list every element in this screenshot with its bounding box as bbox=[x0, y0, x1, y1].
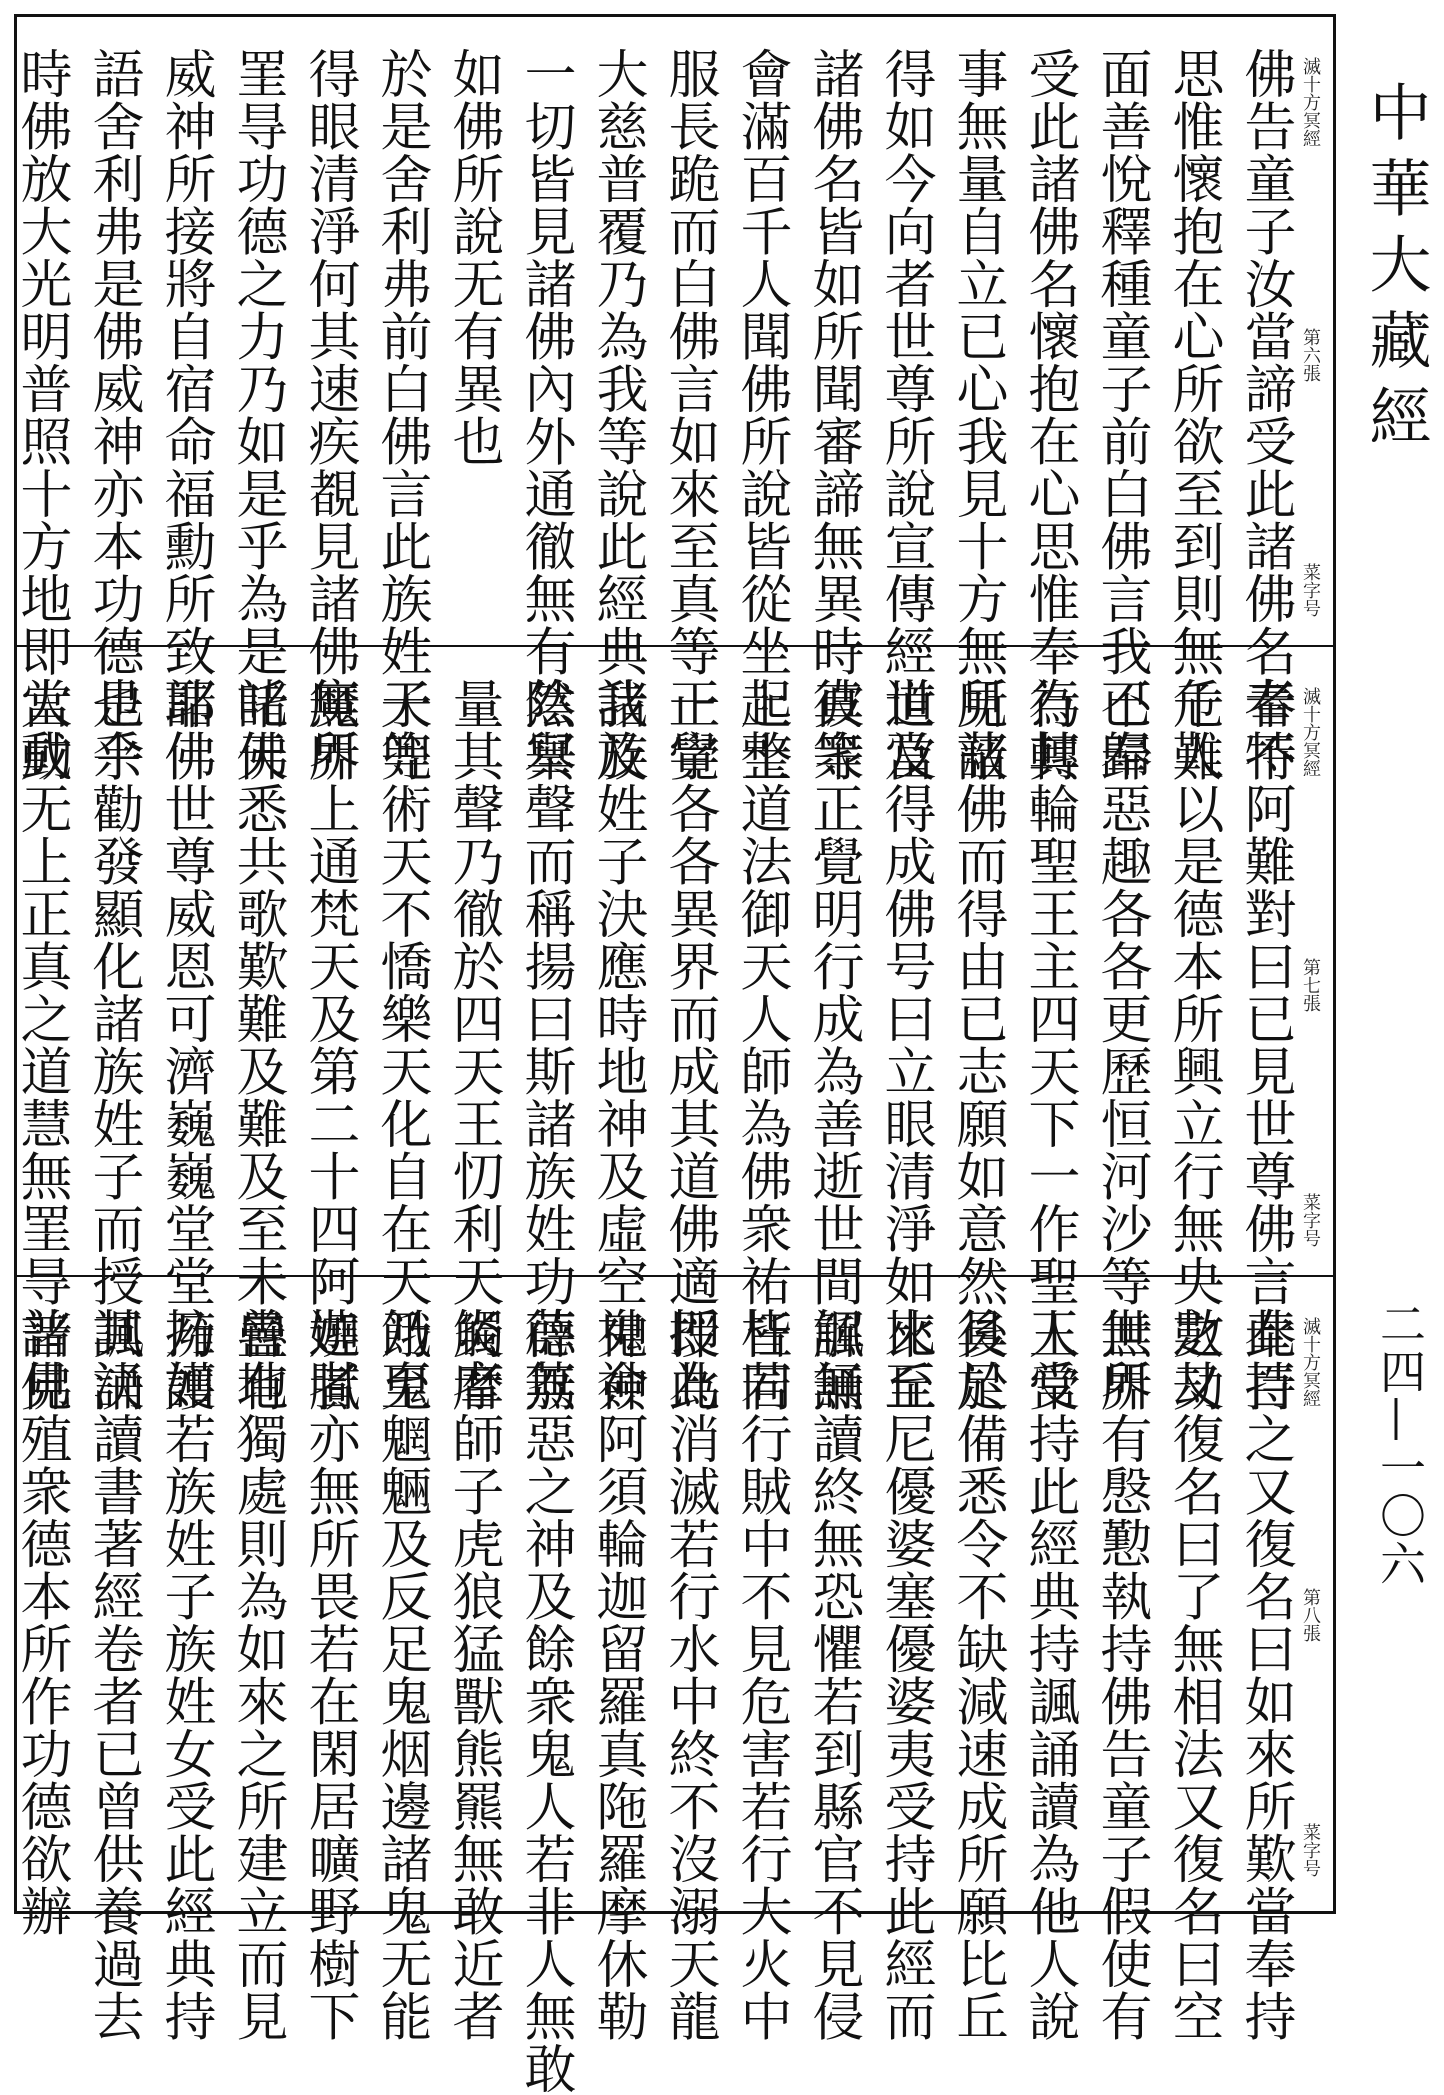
text-column: 於是舍利弗前白佛言此族姓子等 bbox=[371, 47, 431, 782]
text-column: 即為消滅若行水中終不沒溺天龍 bbox=[659, 1307, 719, 2042]
text-column: 一切皆見諸佛內外通徹無有陰冥 bbox=[515, 47, 575, 782]
page-number: 二四—一〇六 bbox=[1373, 1300, 1427, 1588]
text-column: 諸佛殖衆德本所作功德欲辦 bbox=[11, 1307, 71, 1937]
text-column: 奉持之又復名曰如來所歎當奉持 bbox=[1235, 1307, 1295, 2042]
text-column: 觸者師子虎狼猛獸熊羆無敢近者 bbox=[443, 1307, 503, 2042]
text-column: 比丘尼優婆塞優婆夷受持此經而 bbox=[875, 1307, 935, 2042]
margin-sutra-title: 滅十方冥經 bbox=[1300, 687, 1321, 777]
text-column: 時佛放大光明普照十方地即大動 bbox=[11, 47, 71, 782]
text-column: 鬼神阿須輪迦留羅真陁羅摩休勒 bbox=[587, 1307, 647, 2042]
text-column: 語舍利弗是佛威神亦本功德也佘 bbox=[83, 47, 143, 782]
text-column: 會滿百千人聞佛所說皆從坐起整 bbox=[731, 47, 791, 782]
text-column: 當成无上正真之道慧無罣㝵普見 bbox=[11, 677, 71, 1412]
text-column: 事無量自立已心我見十方無所蔽 bbox=[947, 47, 1007, 782]
text-panel-3 bbox=[11, 1277, 1333, 2095]
text-column: 威神所接將自宿命福勳所致耶佛 bbox=[155, 47, 215, 782]
text-column: 是乎勸發顯化諸族姓子而授其決 bbox=[83, 677, 143, 1412]
text-column: 思惟懷抱在心所欲至到則無危難 bbox=[1163, 47, 1223, 782]
text-column: 蠱地獨處則為如來之所建立而見 bbox=[227, 1307, 287, 2042]
text-column: 餓鬼魍魎及反足鬼烟邊諸鬼无能 bbox=[371, 1307, 431, 2042]
text-column: 罣㝵功德之力乃如是乎為是諸佛 bbox=[227, 47, 287, 782]
text-column: 一字各各異界而成其道佛適授此 bbox=[659, 677, 719, 1412]
text-column: 見諸佛而得由已志願如意然後於 bbox=[947, 677, 1007, 1412]
text-column: 擁護若族姓子族姓女受此經典持 bbox=[155, 1307, 215, 2042]
text-column: 人受持此經典持諷誦讀為他人說 bbox=[1019, 1307, 1079, 2042]
text-column: 諷誦讀終無恐懼若到縣官不見侵 bbox=[803, 1307, 863, 2042]
text-column: 者不阿難對曰已見世尊佛言此百 bbox=[1235, 677, 1295, 1412]
text-column: 薜荔惡之神及餘衆鬼人若非人無敢 bbox=[515, 1307, 575, 2095]
text-column: 得如今向者世尊所說宣傳經道及 bbox=[875, 47, 935, 782]
text-column: 世當得成佛号曰立眼清淨如來至 bbox=[875, 677, 935, 1412]
text-column: 服長跪而白佛言如來至真等正覺 bbox=[659, 47, 719, 782]
text-column: 枉若行賊中不見危害若行大火中 bbox=[731, 1307, 791, 2042]
text-column: 為轉輪聖王主四天下一作聖王常 bbox=[1019, 677, 1079, 1412]
text-column: 不歸惡趣各各更歷恒河沙等世界 bbox=[1091, 677, 1151, 1412]
text-column: 大慈普覆乃為我等說此經典我及 bbox=[587, 47, 647, 782]
text-column: 吒天悉共歌歎難及難及至未曾有 bbox=[227, 677, 287, 1412]
margin-volume-mark: 菜字号 bbox=[1300, 563, 1321, 617]
margin-volume-mark: 菜字号 bbox=[1300, 1823, 1321, 1877]
margin-sutra-title: 滅十方冥經 bbox=[1300, 1317, 1321, 1407]
margin-sheet-number: 第八張 bbox=[1300, 1588, 1321, 1642]
text-column: 諸佛世尊威恩可濟巍巍堂堂乃如 bbox=[155, 677, 215, 1412]
text-column: 佛告童子汝當諦受此諸佛名奉特 bbox=[1235, 47, 1295, 782]
text-column: 真等正覺明行成為善逝世間解無 bbox=[803, 677, 863, 1412]
page-frame bbox=[11, 14, 1336, 2095]
collection-title: 中華大藏經 bbox=[1359, 80, 1432, 460]
text-columns bbox=[11, 47, 1301, 782]
text-column: 量其聲乃徹於四天王忉利天炎摩 bbox=[443, 677, 503, 1412]
text-panel-2 bbox=[11, 647, 1333, 1412]
text-column: 如佛所說无有異也 bbox=[443, 47, 503, 467]
margin-volume-mark: 菜字号 bbox=[1300, 1193, 1321, 1247]
text-column: 諷誦讀書著經卷者已曾供養過去 bbox=[83, 1307, 143, 2042]
text-column: 面善悅釋種童子前白佛言我已奉 bbox=[1091, 47, 1151, 782]
text-panel-1 bbox=[11, 17, 1333, 782]
margin-sutra-title: 滅十方冥經 bbox=[1300, 57, 1321, 147]
text-column: 千人以是德本所興立行無央數劫 bbox=[1163, 677, 1223, 1412]
text-column: 諸佛名皆如所聞審諦無異時彼衆 bbox=[803, 47, 863, 782]
text-column: 受此諸佛名懷抱在心思惟奉行其 bbox=[1019, 47, 1079, 782]
text-column: 得眼清淨何其速疾覩見諸佛無所 bbox=[299, 47, 359, 782]
margin-sheet-number: 第六張 bbox=[1300, 328, 1321, 382]
text-column: 然舉聲而稱揚曰斯諸族姓功德無 bbox=[515, 677, 575, 1412]
margin-sheet-number: 第七張 bbox=[1300, 958, 1321, 1012]
text-column: 諸族姓子決應時地神及虛空神僉 bbox=[587, 677, 647, 1412]
text-column: 上士道法御天人師為佛衆祐皆同 bbox=[731, 677, 791, 1412]
text-column: 之又復名曰了無相法又復名曰空 bbox=[1163, 1307, 1223, 2042]
text-column: 魔界上通梵天及第二十四阿迦膩 bbox=[299, 677, 359, 1412]
text-column: 嬈者亦無所畏若在閑居曠野樹下 bbox=[299, 1307, 359, 2042]
text-columns bbox=[11, 677, 1301, 1412]
text-column: 無所有慇懃執持佛告童子假使有 bbox=[1091, 1307, 1151, 2042]
text-column: 具足備悉令不缺減速成所願比丘 bbox=[947, 1307, 1007, 2042]
text-column: 天兜術天不憍樂天化自在天乃至 bbox=[371, 677, 431, 1412]
text-columns bbox=[11, 1307, 1301, 2095]
